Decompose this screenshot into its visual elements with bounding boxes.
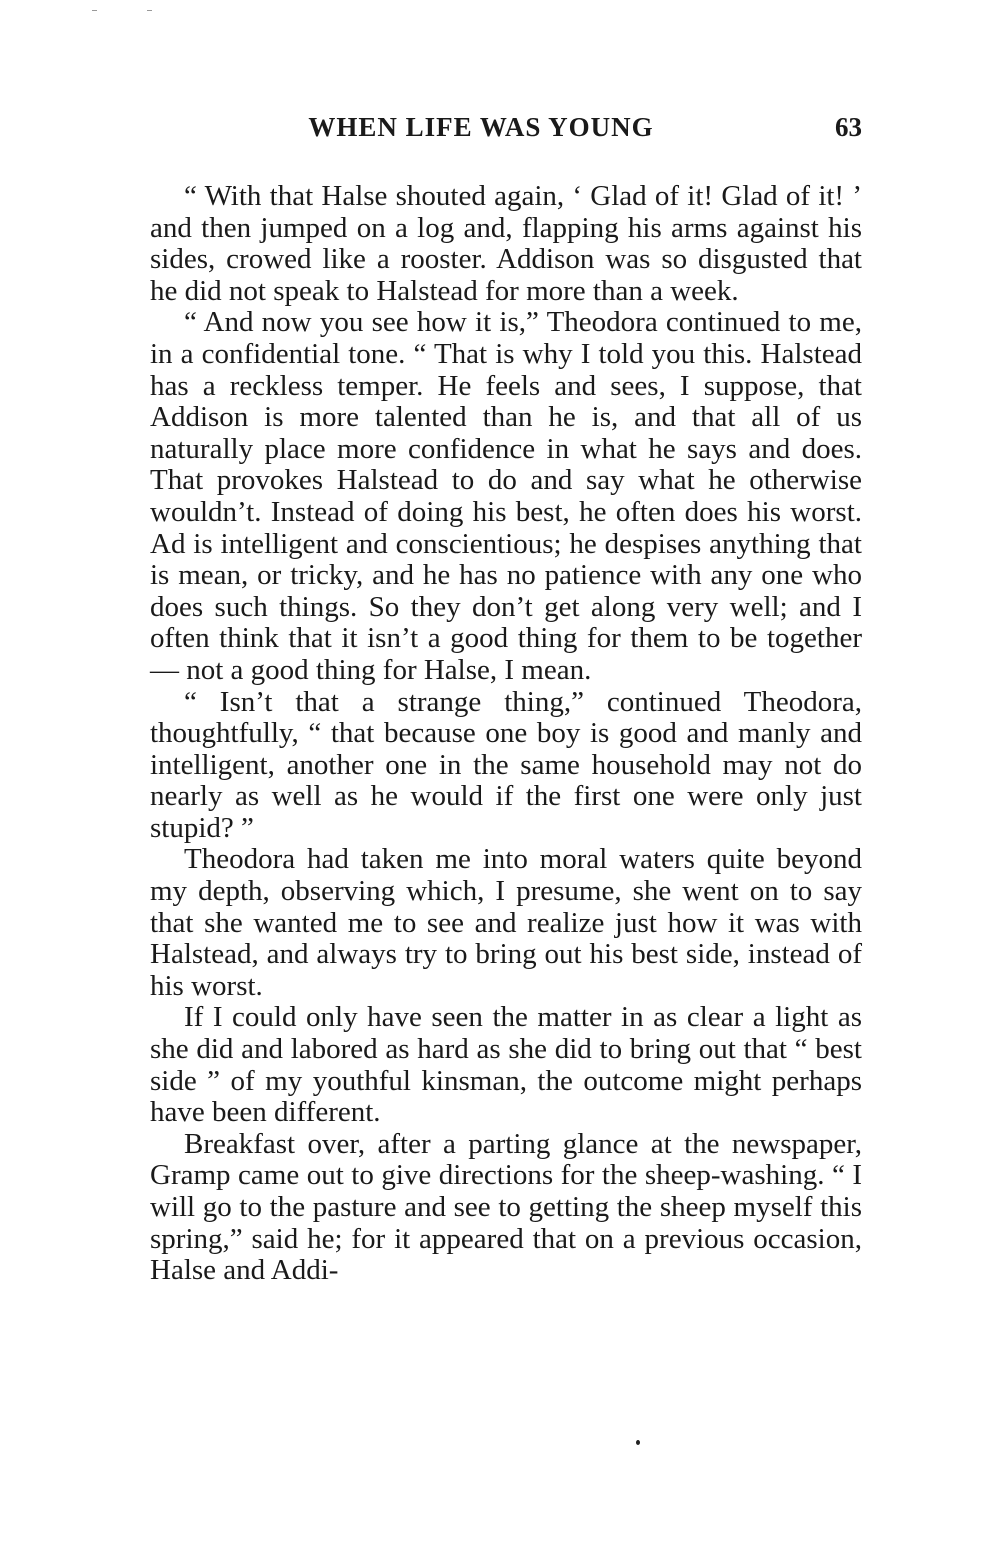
- page-number: 63: [835, 112, 862, 142]
- paragraph: “ Isn’t that a strange thing,” continued Theodora, thoughtfully, “ that because one boy is good and manly and intelligent, another one in the same household may not do nearly as well as he would if the first one were only just stupid? ”: [150, 685, 862, 844]
- paragraph: Breakfast over, after a parting glance at the newspaper, Gramp came out to give directions for the sheep-washing. “ I will go to the pasture and see to getting the sheep myself this spring,” said he; for it appeared that on a previous occasion, Halse and Addi-: [150, 1127, 862, 1287]
- paragraph: “ And now you see how it is,” Theodora continued to me, in a confidential tone. “ That is why I told you this. Halstead has a reckless temper. He feels and sees, I suppose, that Addison is more talented than he is, and that all of us naturally place more confidence in what he says and does. That provokes Halstead to do and say what he otherwise wouldn’t. Instead of doing his best, he often does his worst. Ad is intelligent and conscientious; he despises anything that is mean, or tricky, and he has no patience with any one who does such things. So they don’t get along very well; and I often think that it isn’t a good thing for them to be together — not a good thing for Halse, I mean.: [150, 306, 862, 686]
- body-text: [150, 181, 862, 1287]
- running-title: WHEN LIFE WAS YOUNG: [308, 112, 654, 142]
- paragraph: Theodora had taken me into moral waters quite beyond my depth, observing which, I presume, she went on to say that she wanted me to see and realize just how it was with Halstead, and always try to bring out his best side, instead of his worst.: [150, 843, 862, 1002]
- ink-speck: [636, 1440, 640, 1445]
- scan-mark: [92, 10, 97, 11]
- paragraph: If I could only have seen the matter in as clear a light as she did and labored as hard as she did to bring out that “ best side ” of my youthful kinsman, the outcome might perhaps have been different.: [150, 1001, 862, 1129]
- running-head: [150, 112, 862, 152]
- paragraph: “ With that Halse shouted again, ‘ Glad of it! Glad of it! ’ and then jumped on a log and, flapping his arms against his sides, crowed like a rooster. Addison was so disgusted that he did not speak to Halstead for more than a week.: [150, 180, 862, 307]
- scan-mark: [147, 10, 152, 11]
